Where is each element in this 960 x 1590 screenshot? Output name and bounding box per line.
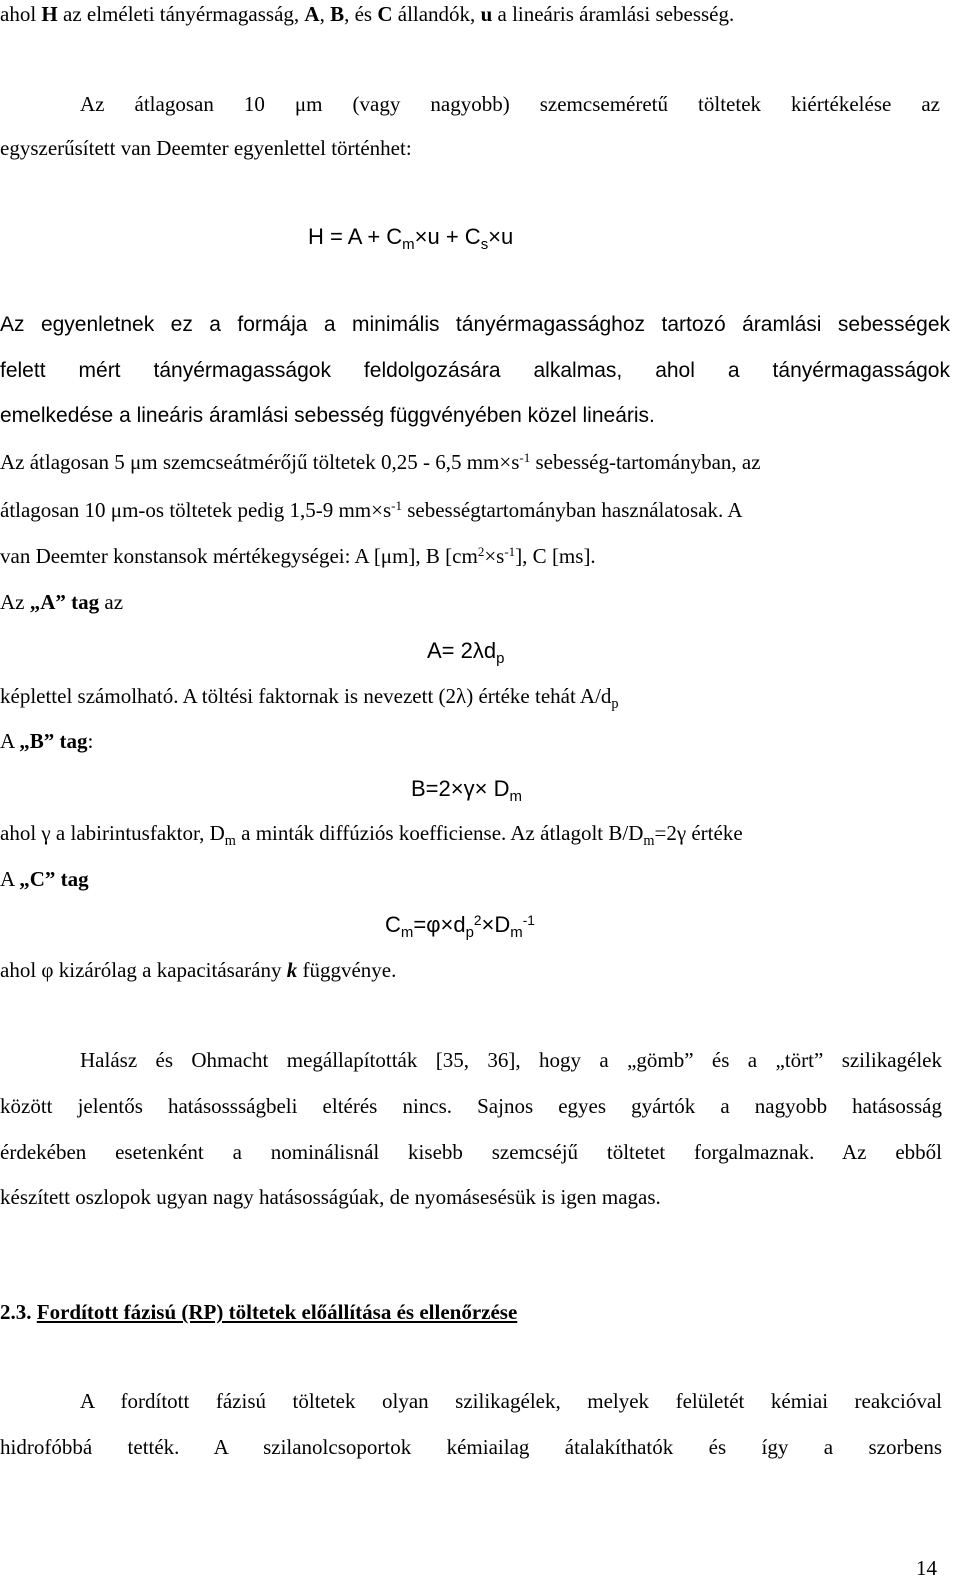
eq-part: C xyxy=(385,912,401,937)
paragraph-line: Az átlagosan 10 μm (vagy nagyobb) szemcseméretű töltetek kiértékelése az xyxy=(80,92,940,116)
eq-part: ×D xyxy=(481,912,511,937)
text: a minták diffúziós koefficiense. Az átlagolt B/D xyxy=(235,821,644,845)
section-heading xyxy=(0,1302,517,1323)
text: az xyxy=(99,590,124,614)
eq-part: A= 2λd xyxy=(427,638,497,663)
eq-superscript: -1 xyxy=(522,912,535,928)
eq-part: =φ×d xyxy=(413,912,466,937)
term-label: „C” tag xyxy=(19,867,89,891)
text: átlagosan 10 μm-os töltetek pedig 1,5-9 mm×s xyxy=(0,498,392,522)
text: képlettel számolható. A töltési faktornak is nevezett (2λ) értéke tehát A/d xyxy=(0,684,612,708)
text: van Deemter konstansok mértékegységei: A [μm], B [cm xyxy=(0,544,478,568)
text: ahol xyxy=(0,2,42,26)
section-number: 2.3. xyxy=(0,1300,32,1324)
paragraph-line: Az egyenletnek ez a formája a minimális tányérmagassághoz tartozó áramlási sebességek xyxy=(0,313,950,336)
paragraph-line: Halász és Ohmacht megállapították [35, 36], hogy a „gömb” és a „tört” szilikagélek xyxy=(80,1048,942,1072)
text: állandók, xyxy=(392,2,481,26)
eq-part: ×u + C xyxy=(414,224,481,249)
text: A xyxy=(0,867,20,891)
superscript: -1 xyxy=(504,543,516,559)
symbol-u: u xyxy=(480,2,493,26)
paragraph-line: között jelentős hatásossságbeli eltérés nincs. Sajnos egyes gyártók a nagyobb hatásosság xyxy=(0,1094,942,1118)
c-term-heading xyxy=(0,869,89,890)
paragraph-line: emelkedése a lineáris áramlási sebesség függvényében közel lineáris. xyxy=(0,404,655,427)
text: Az xyxy=(0,590,30,614)
paragraph-line xyxy=(0,449,761,474)
subscript: m xyxy=(224,832,236,849)
equation-a-term xyxy=(427,638,505,667)
paragraph-line: felett mért tányérmagasságok feldolgozására alkalmas, ahol a tányérmagasságok xyxy=(0,359,950,382)
superscript: -1 xyxy=(519,449,531,465)
paragraph-line xyxy=(0,960,396,981)
term-label: „B” tag xyxy=(19,729,88,753)
paragraph-line xyxy=(0,497,743,522)
text: sebességtartományban használatosak. A xyxy=(401,498,743,522)
symbol-k: k xyxy=(286,958,298,982)
paragraph-line: készített oszlopok ugyan nagy hatásosságúak, de nyomásesésük is igen magas. xyxy=(0,1185,661,1209)
subscript: p xyxy=(611,695,619,712)
a-term-heading xyxy=(0,592,123,613)
eq-subscript: m xyxy=(402,235,415,253)
superscript: -1 xyxy=(391,497,402,513)
text: , xyxy=(319,2,331,26)
term-label: „A” tag xyxy=(29,590,100,614)
text: : xyxy=(87,729,94,753)
eq-subscript: m xyxy=(400,923,414,941)
symbol-h: H xyxy=(41,2,58,26)
symbol-b: B xyxy=(330,2,345,26)
symbol-a: A xyxy=(304,2,320,26)
text: sebesség-tartományban, az xyxy=(530,450,761,474)
equation-simplified-van-deemter xyxy=(308,224,514,253)
text: A xyxy=(0,729,20,753)
eq-subscript: m xyxy=(510,923,523,941)
page-number: 14 xyxy=(916,1556,937,1580)
text: ], C [ms]. xyxy=(515,544,596,568)
paragraph-line xyxy=(0,821,743,849)
text: ahol γ a labirintusfaktor, D xyxy=(0,821,225,845)
equation-c-term xyxy=(385,912,535,941)
intro-line xyxy=(0,4,734,25)
eq-subscript: s xyxy=(480,235,489,253)
eq-subscript: p xyxy=(496,649,505,667)
equation-b-term xyxy=(411,776,522,805)
text: ahol φ kizárólag a kapacitásarány xyxy=(0,958,287,982)
paragraph-line: érdekében esetenként a nominálisnál kisebb szemcséjű töltetet forgalmaznak. Az ebből xyxy=(0,1140,942,1164)
subscript: m xyxy=(643,832,655,849)
eq-subscript: p xyxy=(465,923,474,941)
paragraph-line xyxy=(0,543,596,568)
b-term-heading xyxy=(0,731,93,752)
eq-part: ×u xyxy=(488,224,514,249)
eq-part: H = A + C xyxy=(308,224,403,249)
paragraph-line: A fordított fázisú töltetek olyan szilikagélek, melyek felületét kémiai reakcióval xyxy=(80,1389,942,1413)
text: függvénye. xyxy=(297,958,397,982)
text: =2γ értéke xyxy=(654,821,743,845)
eq-part: B=2×γ× D xyxy=(411,776,510,801)
text: az elméleti tányérmagasság, xyxy=(57,2,305,26)
symbol-c: C xyxy=(377,2,393,26)
text: ×s xyxy=(484,544,505,568)
eq-superscript: 2 xyxy=(473,912,482,928)
paragraph-line: egyszerűsített van Deemter egyenlettel történhet: xyxy=(0,136,412,160)
text: a lineáris áramlási sebesség. xyxy=(492,2,735,26)
text: Az átlagosan 5 μm szemcseátmérőjű töltetek 0,25 - 6,5 mm×s xyxy=(0,450,520,474)
section-title: Fordított fázisú (RP) töltetek előállítása és ellenőrzése xyxy=(36,1300,518,1324)
eq-subscript: m xyxy=(509,787,522,805)
paragraph-line xyxy=(0,684,619,712)
superscript: 2 xyxy=(477,543,485,559)
text: , és xyxy=(344,2,378,26)
paragraph-line: hidrofóbbá tették. A szilanolcsoportok kémiailag átalakíthatók és így a szorbens xyxy=(0,1435,942,1459)
